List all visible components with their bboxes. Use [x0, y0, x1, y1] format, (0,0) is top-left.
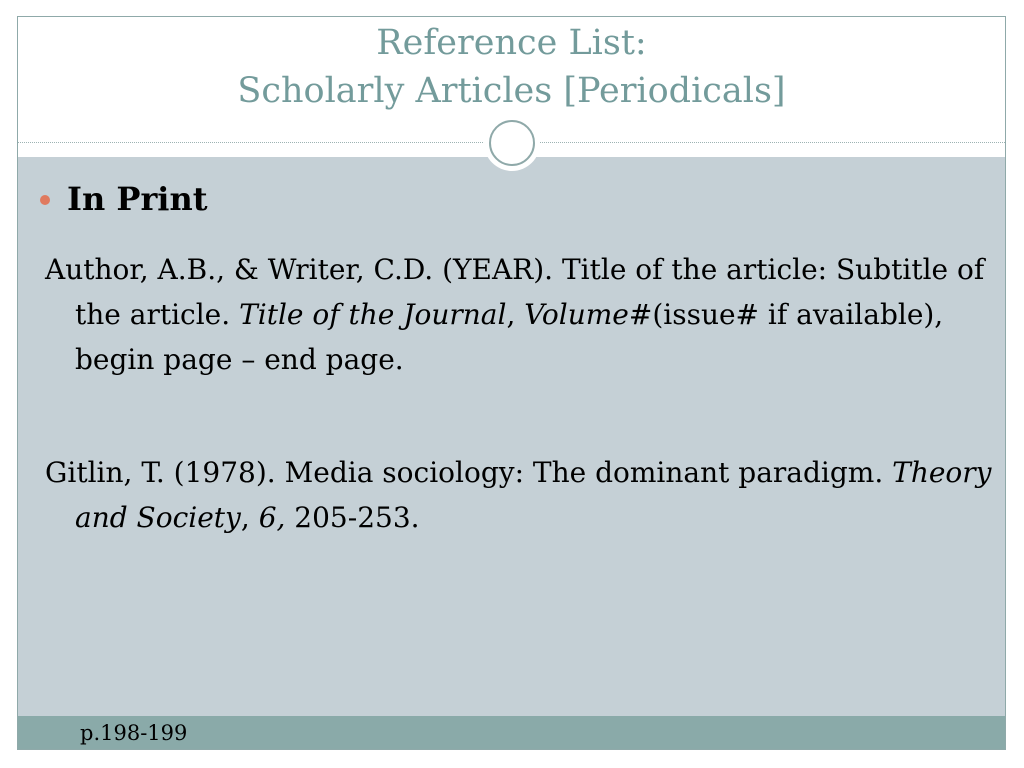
- footer-bar: [18, 716, 1005, 750]
- ref-template-authors: Author, A.B., & Writer, C.D. (YEAR). Title of the article: Subtitle of the article.: [45, 253, 985, 331]
- title-line-1: Reference List:: [376, 23, 647, 63]
- bullet-icon: [40, 195, 50, 205]
- title-line-2: Scholarly Articles [Periodicals]: [237, 71, 786, 111]
- section-heading: In Print: [67, 180, 208, 218]
- ref-template-rest: (issue# if available), begin page – end page.: [75, 298, 944, 376]
- page-reference: p.198-199: [80, 721, 188, 745]
- slide-title: [18, 19, 1005, 115]
- ref-template-volume: Volume#: [524, 298, 653, 331]
- reference-example: [45, 450, 1006, 540]
- ref-template-journal: Title of the Journal: [239, 298, 507, 331]
- ref-example-volume: 6,: [258, 501, 286, 534]
- ref-template-sep: ,: [506, 298, 525, 331]
- circle-ornament-icon: [484, 115, 540, 171]
- slide: [17, 16, 1006, 750]
- ref-example-sep: ,: [240, 501, 259, 534]
- reference-template: [45, 247, 1006, 382]
- ref-example-authors: Gitlin, T. (1978). Media sociology: The dominant paradigm.: [45, 456, 893, 489]
- ref-example-rest: 205-253.: [285, 501, 420, 534]
- ref-example-journal: Theory and Society: [75, 456, 992, 534]
